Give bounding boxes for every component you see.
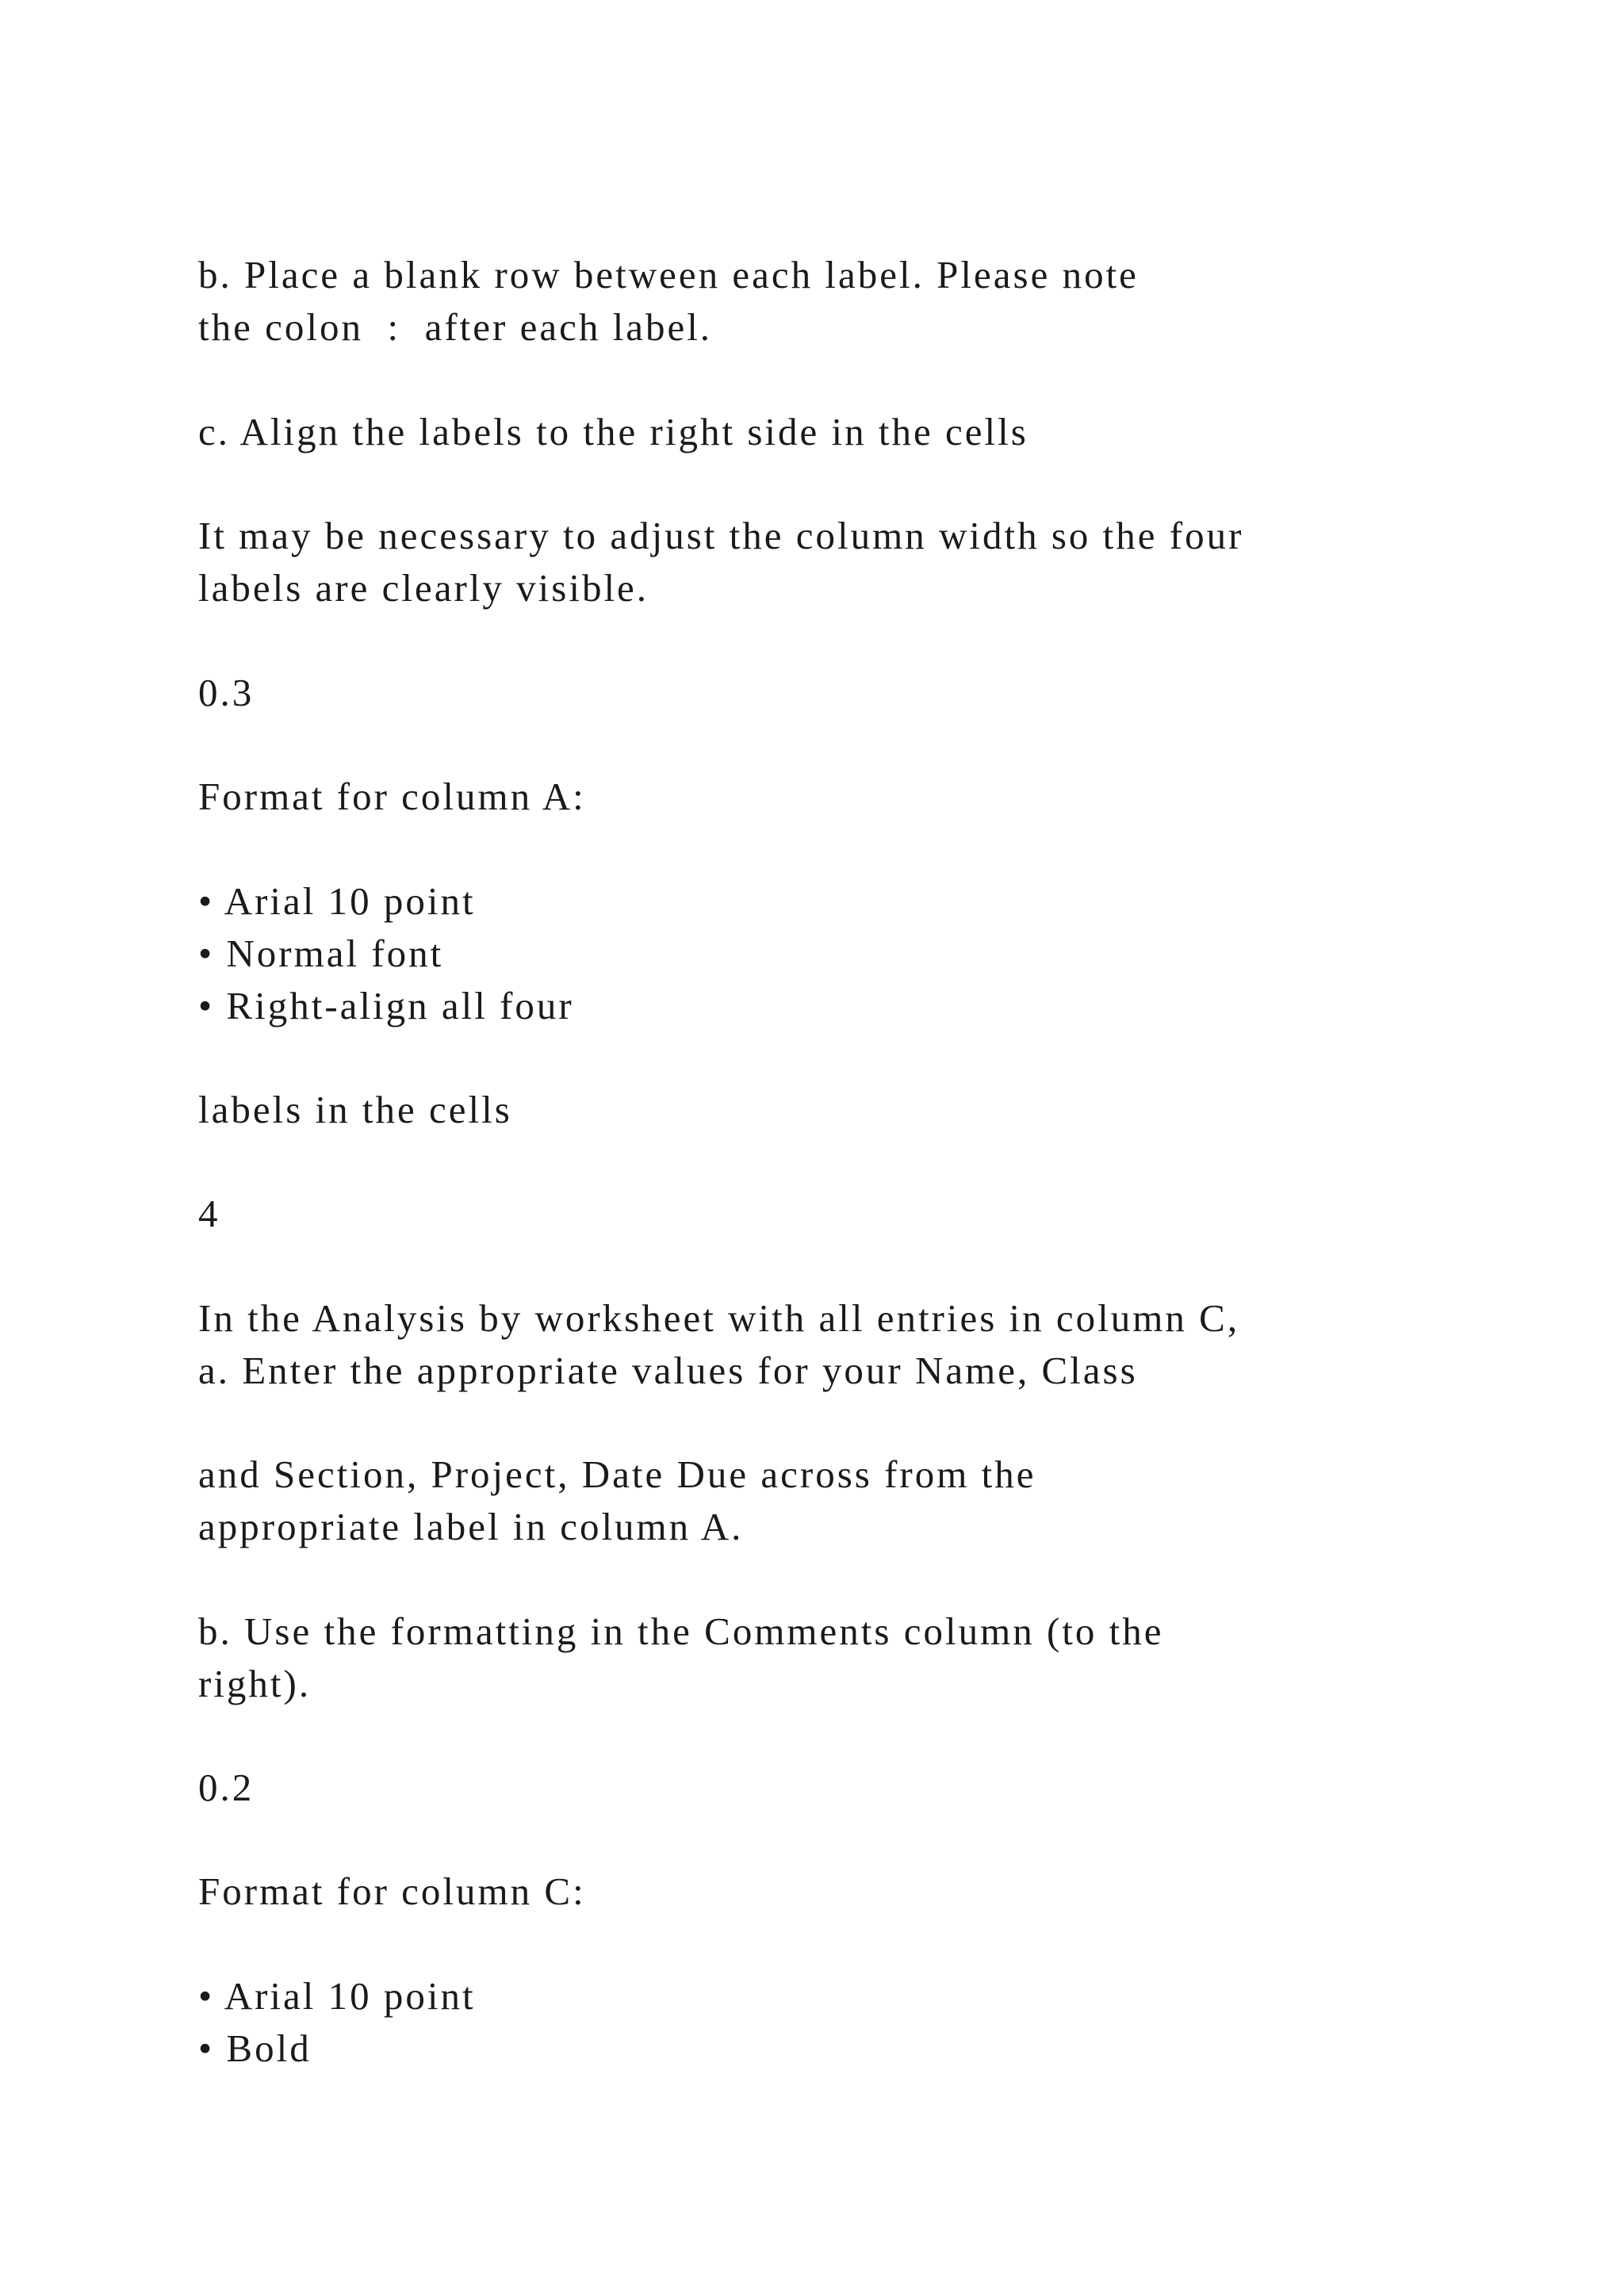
score-value: 0.3: [198, 671, 255, 714]
text-line: It may be necessary to adjust the column width so the four: [198, 514, 1244, 557]
text-line: right).: [198, 1662, 312, 1705]
bullet-item: • Right-align all four: [198, 984, 574, 1027]
text-line: b. Use the formatting in the Comments column (to the: [198, 1609, 1164, 1653]
bullet-item: • Bold: [198, 2026, 312, 2070]
text-line: a. Enter the appropriate values for your Name, Class: [198, 1349, 1138, 1392]
score-value: 0.2: [198, 1766, 255, 1809]
bullet-item: • Arial 10 point: [198, 1974, 476, 2018]
text-line: In the Analysis by worksheet with all entries in column C,: [198, 1296, 1240, 1340]
text-line: b. Place a blank row between each label. Please note: [198, 253, 1139, 297]
step-number: 4: [198, 1192, 220, 1235]
bullet-item: • Arial 10 point: [198, 879, 476, 923]
text-line: labels are clearly visible.: [198, 566, 649, 610]
text-line: appropriate label in column A.: [198, 1505, 744, 1548]
text-line: labels in the cells: [198, 1088, 512, 1131]
text-line: and Section, Project, Date Due across from the: [198, 1452, 1036, 1496]
section-heading: Format for column A:: [198, 775, 586, 818]
text-line: c. Align the labels to the right side in the cells: [198, 410, 1028, 453]
section-heading: Format for column C:: [198, 1869, 586, 1913]
text-line: the colon : after each label.: [198, 305, 713, 349]
bullet-item: • Normal font: [198, 932, 444, 975]
